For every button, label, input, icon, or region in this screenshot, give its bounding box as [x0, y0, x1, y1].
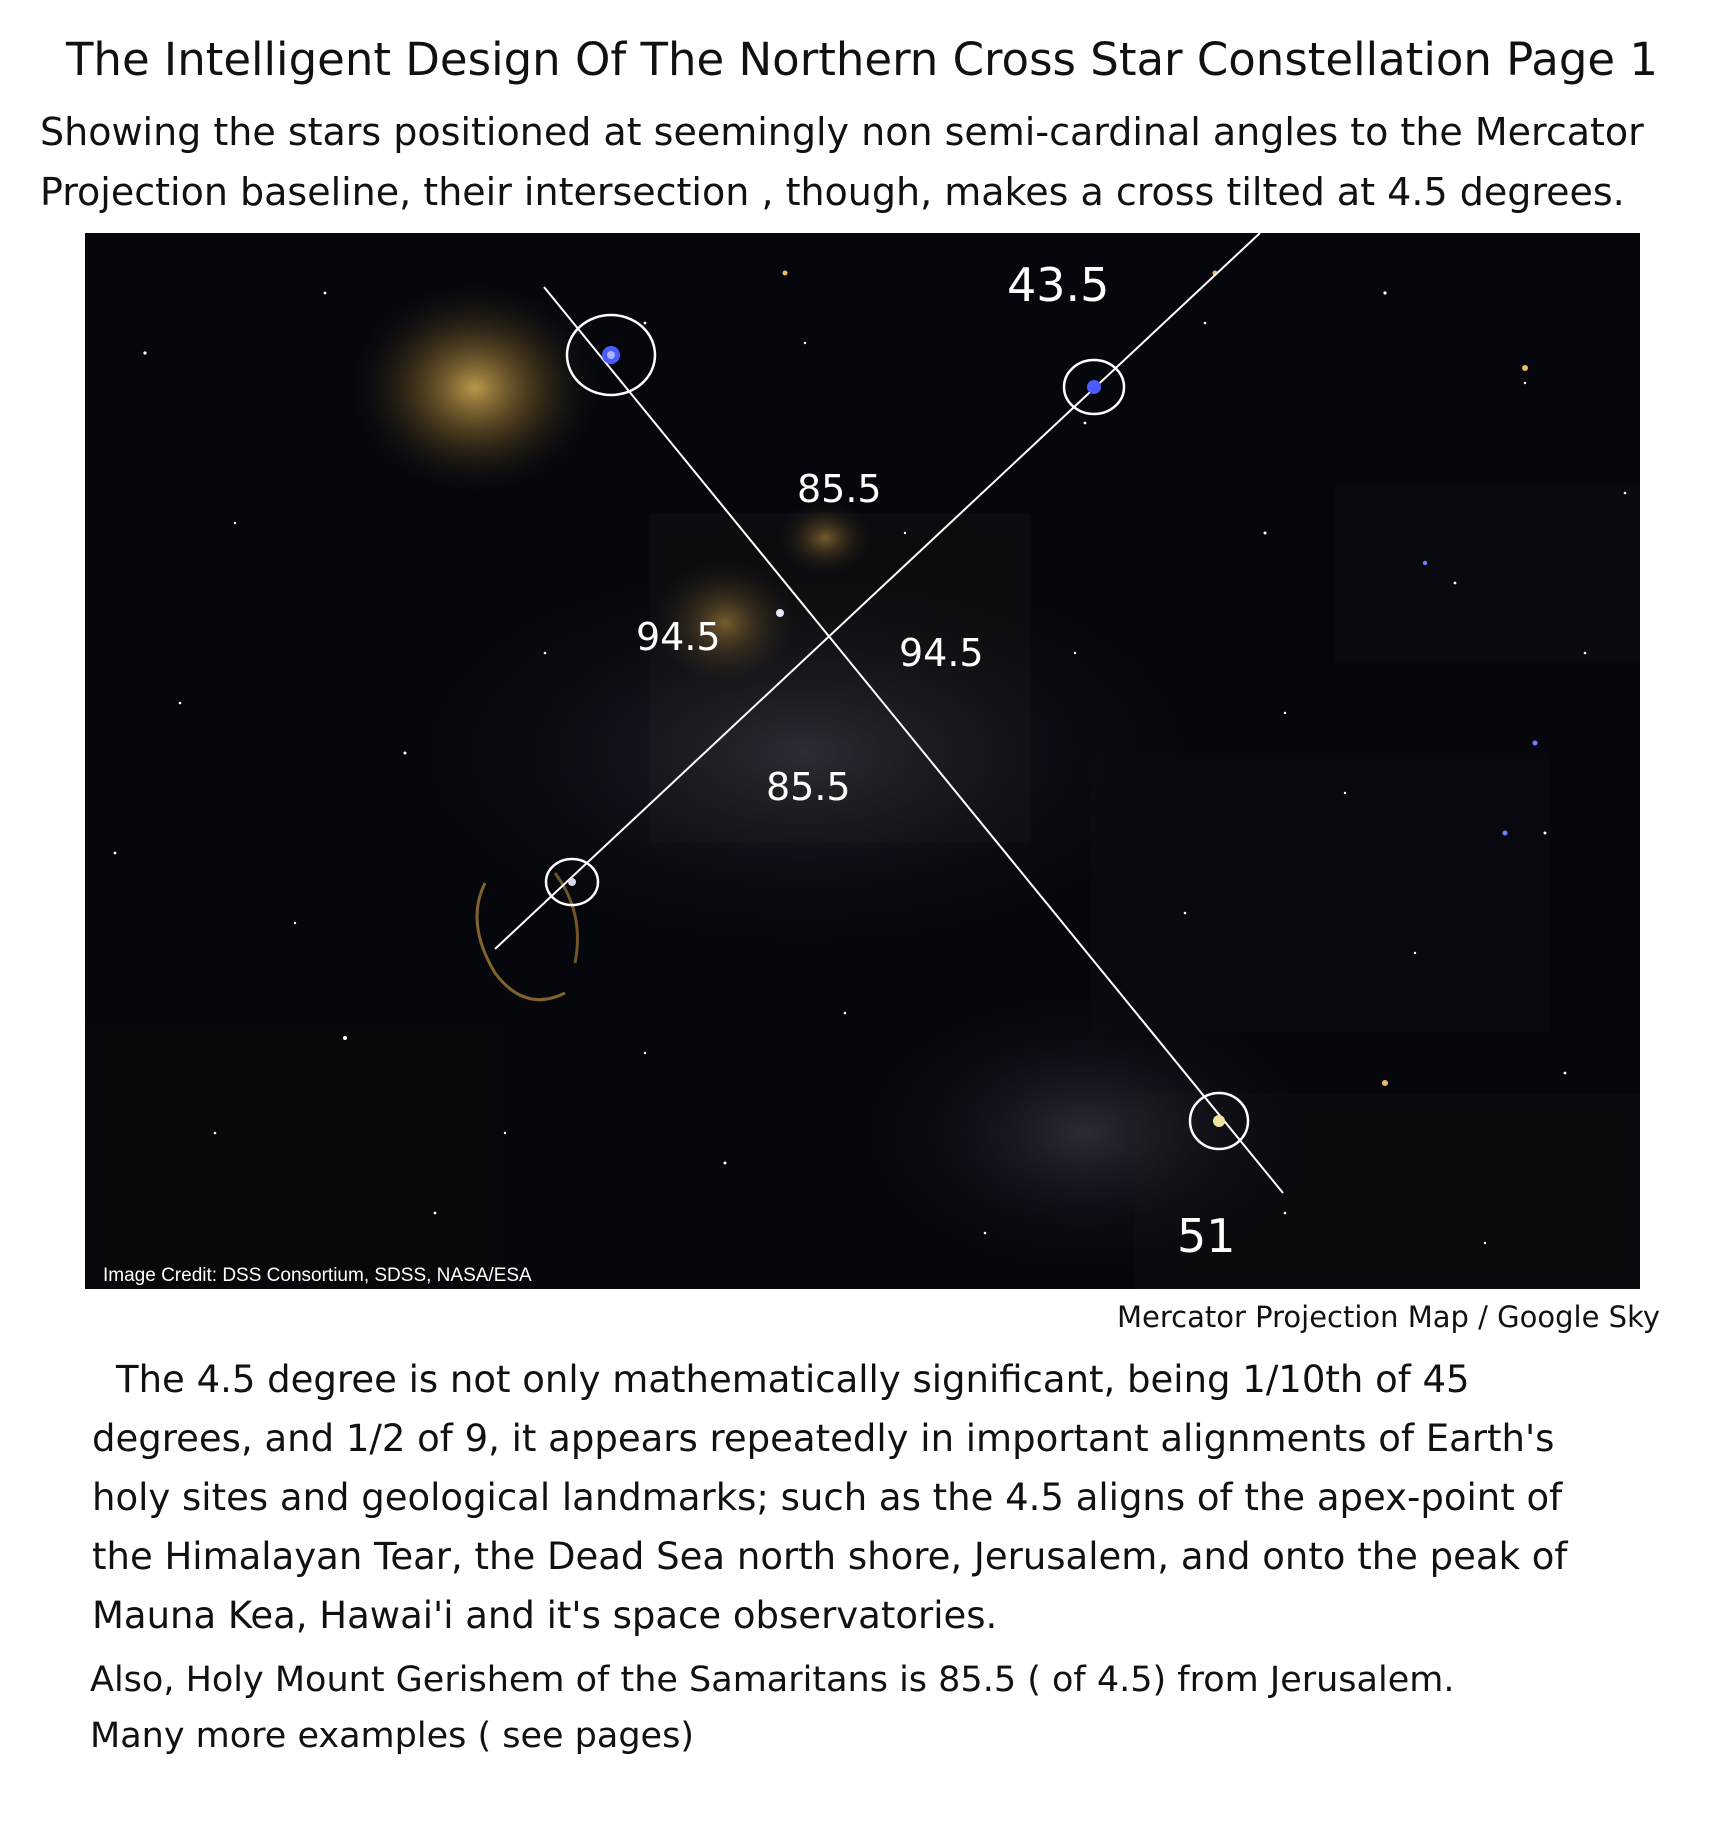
star-albireo [1213, 1115, 1225, 1127]
mosaic-tile [1335, 483, 1640, 663]
sky-map-image [85, 233, 1640, 1289]
subtitle-line-1: Showing the stars positioned at seemingly non semi-cardinal angles to the Mercator [40, 110, 1644, 154]
subtitle [40, 102, 1720, 222]
north-america-nebula [345, 278, 605, 498]
angle-label-right: 94.5 [899, 631, 984, 675]
body-line-5: Mauna Kea, Hawai'i and it's space observatories. [92, 1594, 998, 1637]
map-caption: Mercator Projection Map / Google Sky [1117, 1300, 1660, 1334]
angle-label-lower: 85.5 [766, 765, 851, 809]
closing-line-2: Many more examples ( see pages) [90, 1716, 694, 1756]
page-title: The Intelligent Design Of The Northern Cross Star Constellation Page 1 [65, 33, 1659, 86]
star-upper-right [1087, 380, 1101, 394]
milky-way-glow [845, 983, 1325, 1283]
angle-label-top: 43.5 [1007, 258, 1110, 312]
body-paragraph [92, 1350, 1692, 1645]
closing-notes [90, 1652, 1690, 1764]
sky-map-drawing [85, 233, 1640, 1289]
body-line-4: the Himalayan Tear, the Dead Sea north shore, Jerusalem, and onto the peak of [92, 1535, 1568, 1578]
image-credit: Image Credit: DSS Consortium, SDSS, NASA/ESA [103, 1265, 532, 1286]
star-lower-left [568, 878, 576, 886]
mosaic-tile [85, 1023, 505, 1289]
angle-label-left: 94.5 [636, 615, 721, 659]
body-line-2: degrees, and 1/2 of 9, it appears repeatedly in important alignments of Earth's [92, 1417, 1555, 1460]
body-line-1: The 4.5 degree is not only mathematically significant, being 1/10th of 45 [116, 1358, 1470, 1401]
subtitle-line-2: Projection baseline, their intersection , though, makes a cross tilted at 4.5 degrees. [40, 170, 1625, 214]
body-line-3: holy sites and geological landmarks; such as the 4.5 aligns of the apex-point of [92, 1476, 1563, 1519]
closing-line-1: Also, Holy Mount Gerishem of the Samaritans is 85.5 ( of 4.5) from Jerusalem. [90, 1660, 1455, 1700]
angle-label-upper: 85.5 [797, 467, 882, 511]
angle-label-bottom: 51 [1177, 1209, 1236, 1263]
